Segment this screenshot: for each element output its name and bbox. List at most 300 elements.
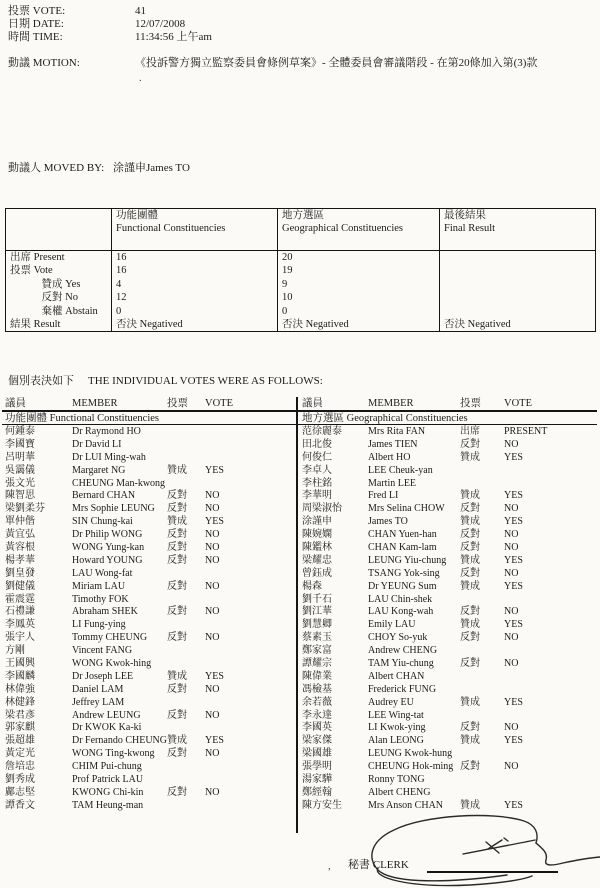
member-vote-en [504, 594, 598, 607]
member-row [5, 710, 295, 723]
member-vote-cn [460, 465, 504, 478]
member-vote-en [504, 478, 598, 491]
summary-final-value [440, 291, 596, 304]
member-name-en: TAM Yiu-chung [368, 658, 434, 670]
member-name-cn: 楊孝華 [5, 554, 35, 566]
member-row [302, 503, 598, 516]
member-vote-cn: 贊成 [167, 670, 187, 682]
member-name-en: CHEUNG Man-kwong [72, 477, 166, 489]
member-name-cn: 張超雄 [5, 735, 35, 747]
member-vote-cn: 反對 [460, 567, 480, 579]
member-vote-cn: 反對 [460, 542, 480, 554]
member-vote-en [205, 800, 295, 813]
member-vote-en: NO [205, 554, 220, 566]
member-vote-en: NO [504, 632, 519, 644]
member-vote-cn: 反對 [167, 606, 187, 618]
member-row [302, 632, 598, 645]
member-vote-cn [167, 800, 205, 813]
member-vote-en [504, 671, 598, 684]
member-name-cn: 劉皇發 [5, 567, 35, 579]
member-vote-cn: 反對 [167, 632, 187, 644]
summary-row [6, 305, 596, 318]
member-name-cn: 林偉強 [5, 683, 35, 695]
member-name-en: CHOY So-yuk [368, 632, 428, 644]
summary-header-blank [6, 209, 112, 251]
member-vote-cn: 贊成 [460, 580, 480, 592]
member-row [302, 555, 598, 568]
member-name-cn: 林健鋒 [5, 696, 35, 708]
member-vote-cn: 反對 [167, 709, 187, 721]
member-name-en: Dr KWOK Ka-ki [72, 722, 142, 734]
member-vote-cn [460, 748, 504, 761]
member-vote-en: YES [504, 735, 523, 747]
member-name-en: Mrs Anson CHAN [368, 799, 444, 811]
member-name-cn: 劉慧卿 [302, 619, 332, 631]
member-vote-cn: 反對 [167, 786, 187, 798]
member-row [302, 568, 598, 581]
member-row [5, 671, 295, 684]
member-vote-en: NO [205, 503, 220, 515]
summary-functional-value: 4 [112, 278, 278, 291]
member-name-en: Dr LUI Ming-wah [72, 451, 146, 463]
functional-header-en: Functional Constituencies [116, 222, 226, 234]
member-name-en: Jeffrey LAM [72, 696, 125, 708]
member-vote-cn [460, 710, 504, 723]
summary-body [6, 251, 596, 332]
summary-header-functional [112, 209, 278, 251]
summary-final-value [440, 251, 596, 265]
member-vote-cn: 反對 [167, 554, 187, 566]
member-name-en: Tommy CHEUNG [72, 632, 148, 644]
member-name-cn: 田北俊 [302, 438, 332, 450]
member-vote-en: NO [205, 748, 220, 760]
member-vote-en [205, 645, 295, 658]
member-name-cn: 李柱銘 [302, 477, 332, 489]
vote-col-en: VOTE [205, 398, 233, 409]
functional-subtitle: 功能團體 Functional Constituencies [5, 412, 159, 424]
functional-header-cn: 功能團體 [116, 210, 158, 221]
summary-final-value: 否決 Negatived [440, 318, 596, 332]
member-name-en: Bernard CHAN [72, 490, 136, 502]
member-vote-cn [460, 774, 504, 787]
member-vote-cn: 反對 [460, 606, 480, 618]
member-name-en: LEE Wing-tat [368, 709, 424, 721]
member-name-en: Ronny TONG [368, 774, 425, 786]
member-vote-cn: 贊成 [460, 799, 480, 811]
member-name-en: TSANG Yok-sing [368, 567, 440, 579]
member-vote-cn: 贊成 [167, 735, 187, 747]
member-vote-cn [167, 619, 205, 632]
member-name-cn: 涂謹申 [302, 516, 332, 528]
member-vote-en [205, 761, 295, 774]
member-name-cn: 劉千石 [302, 593, 332, 605]
summary-final-value [440, 305, 596, 318]
member-row [302, 671, 598, 684]
member-name-en: Andrew LEUNG [72, 709, 141, 721]
member-col-en: MEMBER [72, 398, 118, 409]
member-vote-cn [167, 658, 205, 671]
summary-row [6, 318, 596, 332]
member-vote-cn: 反對 [460, 658, 480, 670]
member-name-cn: 譚香文 [5, 799, 35, 811]
member-vote-en [205, 619, 295, 632]
member-name-en: Andrew CHENG [368, 645, 438, 657]
vote-number-label: 投票 VOTE: [8, 5, 66, 17]
member-row [5, 555, 295, 568]
member-name-en: Emily LAU [368, 619, 416, 631]
motion-label: 動議 MOTION: [8, 57, 80, 69]
member-vote-en: NO [205, 786, 220, 798]
member-row [5, 568, 295, 581]
geographical-header-en: Geographical Constituencies [282, 222, 404, 234]
member-name-en: WONG Kwok-hing [72, 658, 152, 670]
member-name-en: Albert CHENG [368, 786, 431, 798]
vote-col-cn: 投票 [167, 398, 188, 409]
member-vote-cn [167, 439, 205, 452]
member-row [302, 787, 598, 800]
member-vote-cn: 反對 [460, 722, 480, 734]
scan-artifact-mark: , [328, 860, 331, 872]
member-name-cn: 張學明 [302, 761, 332, 773]
member-name-cn: 石禮謙 [5, 606, 35, 618]
member-vote-en [205, 478, 295, 491]
summary-geographical-value: 19 [278, 264, 440, 277]
member-name-en: TAM Heung-man [72, 799, 144, 811]
summary-row-label: 贊成 Yes [10, 278, 81, 290]
member-vote-en: NO [205, 709, 220, 721]
member-vote-en: YES [205, 516, 224, 528]
member-row [302, 426, 598, 439]
summary-row-label: 棄權 Abstain [10, 305, 98, 317]
summary-geographical-value: 0 [278, 305, 440, 318]
member-row [5, 735, 295, 748]
summary-row [6, 264, 596, 277]
summary-functional-value: 12 [112, 291, 278, 304]
member-vote-cn: 反對 [167, 580, 187, 592]
member-vote-cn: 反對 [167, 683, 187, 695]
member-name-en: James TO [368, 516, 408, 528]
member-vote-cn [460, 787, 504, 800]
member-name-cn: 劉江華 [302, 606, 332, 618]
member-name-cn: 陳鑑林 [302, 542, 332, 554]
member-row [5, 516, 295, 529]
member-name-en: SIN Chung-kai [72, 516, 133, 528]
vote-summary-table [5, 208, 596, 332]
member-vote-en: NO [504, 761, 519, 773]
individual-votes-title-cn: 個別表決如下 [8, 375, 74, 387]
summary-geographical-value: 否決 Negatived [278, 318, 440, 332]
member-vote-en [504, 465, 598, 478]
member-row [5, 594, 295, 607]
member-name-en: CHEUNG Hok-ming [368, 761, 454, 773]
member-vote-cn: 贊成 [460, 696, 480, 708]
member-vote-cn [167, 774, 205, 787]
member-row [5, 529, 295, 542]
member-name-cn: 黃宜弘 [5, 529, 35, 541]
member-vote-cn: 贊成 [460, 735, 480, 747]
member-vote-cn [167, 645, 205, 658]
member-row [302, 645, 598, 658]
member-vote-en: NO [205, 683, 220, 695]
member-name-en: Prof Patrick LAU [72, 774, 144, 786]
member-name-cn: 張文光 [5, 477, 35, 489]
member-name-cn: 李國麟 [5, 670, 35, 682]
member-name-cn: 陳智思 [5, 490, 35, 502]
member-vote-en: NO [504, 542, 519, 554]
summary-row-label: 出席 Present [10, 252, 65, 263]
member-name-en: LEE Cheuk-yan [368, 464, 433, 476]
member-row [5, 465, 295, 478]
member-name-en: LI Fung-ying [72, 619, 126, 631]
member-name-en: Fred LI [368, 490, 399, 502]
member-name-en: LAU Chin-shek [368, 593, 433, 605]
moved-by-label: 動議人 MOVED BY: [8, 162, 105, 174]
summary-geographical-value: 20 [278, 251, 440, 265]
member-vote-en: YES [504, 696, 523, 708]
member-name-cn: 吳靄儀 [5, 464, 35, 476]
member-row [5, 542, 295, 555]
member-name-cn: 陳偉業 [302, 670, 332, 682]
member-row [5, 761, 295, 774]
member-name-cn: 陳婉嫻 [302, 529, 332, 541]
member-name-en: Mrs Sophie LEUNG [72, 503, 155, 515]
member-name-cn: 楊森 [302, 580, 322, 592]
member-row [302, 735, 598, 748]
member-name-en: Alan LEONG [368, 735, 424, 747]
member-name-en: Howard YOUNG [72, 554, 143, 566]
member-name-cn: 張宇人 [5, 632, 35, 644]
member-name-en: Martin LEE [368, 477, 417, 489]
member-vote-en: NO [504, 438, 519, 450]
member-vote-en: YES [504, 799, 523, 811]
member-name-cn: 陳方安生 [302, 799, 342, 811]
subtitle-divider-line [2, 424, 597, 425]
member-vote-en [205, 594, 295, 607]
member-vote-en [504, 774, 598, 787]
member-name-en: LEUNG Kwok-hung [368, 748, 453, 760]
member-vote-en: YES [504, 451, 523, 463]
member-vote-cn: 贊成 [460, 490, 480, 502]
member-table-header-left [5, 398, 295, 410]
member-name-cn: 劉秀成 [5, 774, 35, 786]
member-name-en: Dr Joseph LEE [72, 670, 134, 682]
summary-row [6, 278, 596, 291]
member-vote-en: YES [205, 464, 224, 476]
summary-final-value [440, 278, 596, 291]
member-row [5, 787, 295, 800]
member-vote-cn [167, 697, 205, 710]
date-value: 12/07/2008 [135, 18, 186, 30]
member-name-cn: 范徐麗泰 [302, 426, 342, 437]
member-row [302, 542, 598, 555]
member-vote-en: NO [205, 606, 220, 618]
member-vote-en: NO [504, 503, 519, 515]
member-vote-cn [460, 684, 504, 697]
member-row [5, 439, 295, 452]
member-name-cn: 詹培忠 [5, 761, 35, 773]
summary-final-value [440, 264, 596, 277]
member-row [5, 645, 295, 658]
member-vote-en: NO [205, 542, 220, 554]
member-vote-en: NO [205, 490, 220, 502]
member-name-cn: 譚耀宗 [302, 658, 332, 670]
time-value: 11:34:56 上午am [135, 31, 212, 43]
summary-header-geographical [278, 209, 440, 251]
member-name-cn: 霍震霆 [5, 593, 35, 605]
summary-geographical-value: 9 [278, 278, 440, 291]
summary-functional-value: 16 [112, 251, 278, 265]
member-vote-cn: 反對 [167, 542, 187, 554]
member-name-en: Albert HO [368, 451, 411, 463]
member-vote-en: NO [504, 567, 519, 579]
member-vote-en [205, 774, 295, 787]
member-row [5, 632, 295, 645]
member-vote-cn: 贊成 [460, 554, 480, 566]
member-name-cn: 李鳳英 [5, 619, 35, 631]
final-result-header-cn: 最後結果 [444, 210, 486, 221]
member-name-cn: 馮檢基 [302, 683, 332, 695]
geographical-header-cn: 地方選區 [282, 210, 324, 221]
member-vote-cn [460, 478, 504, 491]
member-name-cn: 曾鈺成 [302, 567, 332, 579]
member-name-cn: 余若薇 [302, 696, 332, 708]
motion-text: 《投訴警方獨立監察委員會條例草案》- 全體委員會審議階段 - 在第20條加入第(3)款 [135, 57, 538, 69]
member-vote-en [504, 645, 598, 658]
summary-header-final [440, 209, 596, 251]
member-name-cn: 湯家驊 [302, 774, 332, 786]
member-row [5, 748, 295, 761]
geographical-members-list [302, 426, 598, 813]
summary-row-label: 投票 Vote [10, 265, 53, 277]
member-vote-en [504, 787, 598, 800]
member-name-cn: 李國寶 [5, 438, 35, 450]
member-name-en: LI Kwok-ying [368, 722, 426, 734]
member-vote-cn [460, 594, 504, 607]
member-row [5, 697, 295, 710]
column-divider-line [296, 397, 298, 833]
member-vote-cn [167, 594, 205, 607]
member-vote-cn: 反對 [460, 632, 480, 644]
member-row [5, 800, 295, 813]
member-row [302, 581, 598, 594]
member-vote-en: YES [504, 554, 523, 566]
member-name-cn: 梁國雄 [302, 748, 332, 760]
vote-col-cn: 投票 [460, 398, 481, 409]
member-row [302, 465, 598, 478]
member-vote-cn [167, 478, 205, 491]
member-vote-cn [167, 761, 205, 774]
member-vote-cn: 贊成 [167, 464, 187, 476]
member-row [5, 722, 295, 735]
member-name-en: CHIM Pui-chung [72, 761, 142, 773]
member-name-cn: 梁君彥 [5, 709, 35, 721]
member-row [5, 426, 295, 439]
member-name-cn: 黃容根 [5, 542, 35, 554]
member-vote-en: YES [504, 580, 523, 592]
member-name-en: Dr David LI [72, 438, 122, 450]
member-vote-en: PRESENT [504, 426, 548, 437]
member-vote-en [205, 452, 295, 465]
member-name-cn: 何俊仁 [302, 451, 332, 463]
summary-header-row [6, 209, 596, 251]
member-name-en: Miriam LAU [72, 580, 126, 592]
member-name-en: Dr Raymond HO [72, 426, 141, 437]
member-vote-cn: 贊成 [460, 516, 480, 528]
member-name-en: Abraham SHEK [72, 606, 138, 618]
member-name-cn: 梁耀忠 [302, 554, 332, 566]
summary-functional-value: 0 [112, 305, 278, 318]
member-vote-cn: 反對 [167, 503, 187, 515]
member-col-cn: 議員 [302, 398, 323, 409]
member-vote-en: NO [504, 529, 519, 541]
member-name-en: Mrs Selina CHOW [368, 503, 445, 515]
member-vote-en [205, 697, 295, 710]
member-row [5, 452, 295, 465]
member-vote-en [504, 748, 598, 761]
member-vote-en: YES [504, 619, 523, 631]
member-name-cn: 鄭經翰 [302, 786, 332, 798]
member-name-cn: 郭家麒 [5, 722, 35, 734]
summary-row [6, 251, 596, 265]
member-name-en: James TIEN [368, 438, 418, 450]
member-vote-en [205, 426, 295, 439]
member-vote-en: NO [205, 529, 220, 541]
member-row [5, 606, 295, 619]
member-name-cn: 鄺志堅 [5, 786, 35, 798]
member-vote-cn [460, 645, 504, 658]
member-vote-cn: 贊成 [460, 619, 480, 631]
member-name-cn: 單仲偕 [5, 516, 35, 528]
clerk-signature-icon [320, 800, 600, 888]
member-col-en: MEMBER [368, 398, 414, 409]
member-row [302, 684, 598, 697]
member-name-cn: 梁劉柔芬 [5, 503, 45, 515]
member-row [302, 490, 598, 503]
summary-geographical-value: 10 [278, 291, 440, 304]
member-name-en: Margaret NG [72, 464, 126, 476]
member-name-cn: 王國興 [5, 658, 35, 670]
member-vote-en [205, 439, 295, 452]
member-row [302, 774, 598, 787]
member-vote-cn [167, 426, 205, 439]
member-name-en: Daniel LAM [72, 683, 124, 695]
member-vote-cn [167, 722, 205, 735]
summary-row [6, 291, 596, 304]
member-row [302, 594, 598, 607]
member-row [302, 452, 598, 465]
vote-col-en: VOTE [504, 398, 532, 409]
member-name-en: LAU Wong-fat [72, 567, 133, 579]
member-row [302, 722, 598, 735]
time-label: 時間 TIME: [8, 31, 63, 43]
member-vote-en [504, 684, 598, 697]
member-vote-en: YES [504, 490, 523, 502]
member-vote-cn: 出席 [460, 426, 480, 437]
member-vote-cn: 反對 [460, 761, 480, 773]
member-vote-en: NO [205, 632, 220, 644]
member-name-en: CHAN Kam-lam [368, 542, 437, 554]
member-vote-en [205, 658, 295, 671]
member-name-en: CHAN Yuen-han [368, 529, 437, 541]
member-vote-cn: 反對 [460, 503, 480, 515]
member-row [302, 748, 598, 761]
member-vote-cn [167, 568, 205, 581]
member-name-cn: 呂明華 [5, 451, 35, 463]
member-vote-cn: 反對 [167, 529, 187, 541]
summary-row-label: 反對 No [10, 292, 78, 304]
member-vote-cn [167, 452, 205, 465]
member-vote-cn: 贊成 [167, 516, 187, 528]
